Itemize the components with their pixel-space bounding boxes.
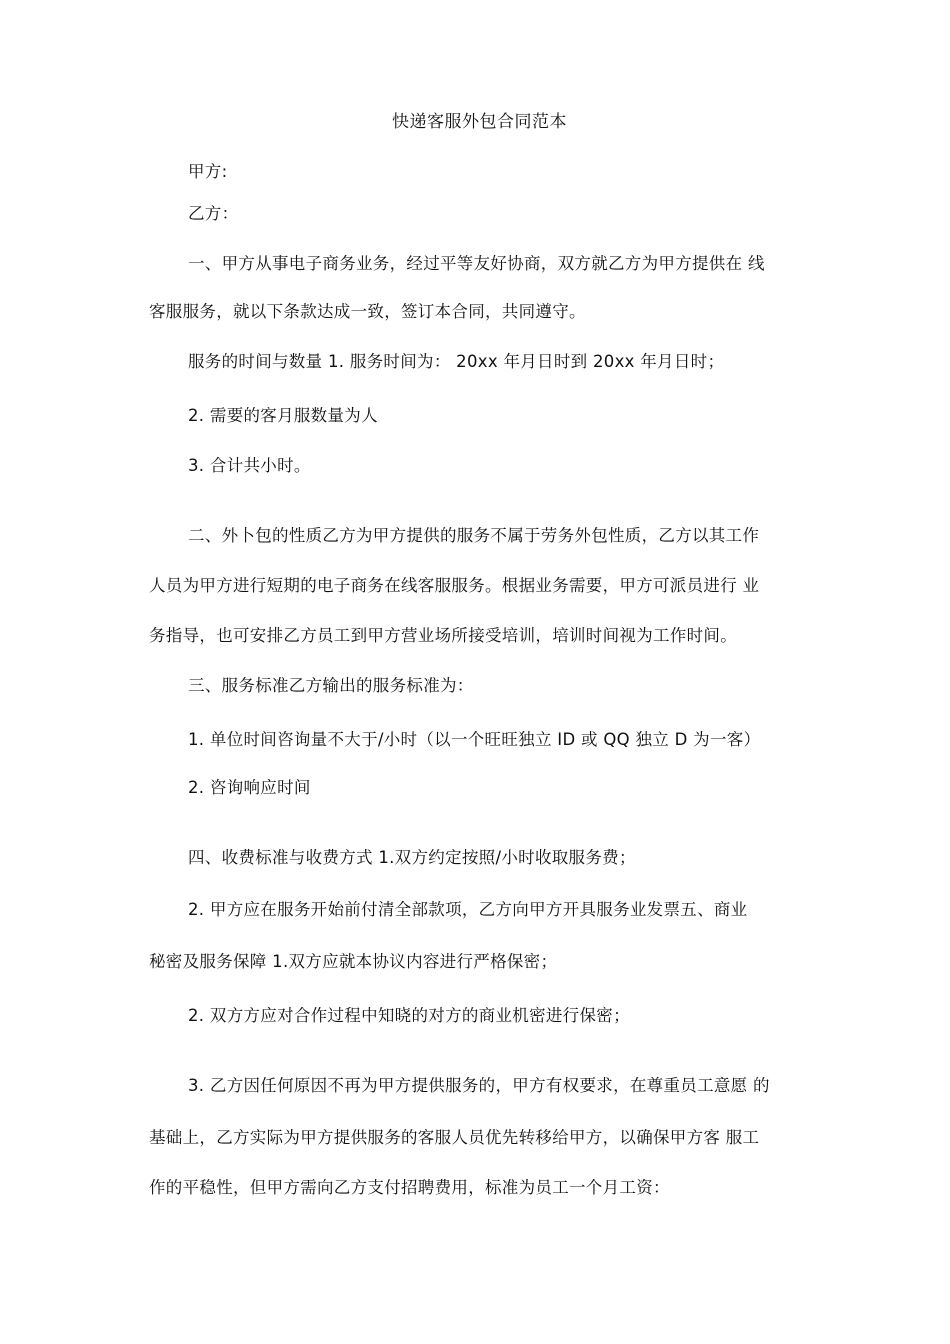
section-2-line-1: 二、外卜包的性质乙方为甲方提供的服务不属于劳务外包性质，乙方以其工作: [188, 526, 760, 545]
section-2-line-3: 务指导，也可安排乙方员工到甲方营业场所接受培训，培训时间视为工作时间。: [149, 626, 737, 645]
section-3-item-1: 1. 单位时间咨询量不大于/小时（以一个旺旺独立 ID 或 QQ 独立 D 为一客）: [188, 730, 761, 749]
section-5-item-3-line-1: 3. 乙方因任何原因不再为甲方提供服务的，甲方有权要求，在尊重员工意愿 的: [188, 1076, 770, 1095]
section-1-item-2: 2. 需要的客月服数量为人: [188, 406, 378, 425]
section-1-item-1: 服务的时间与数量 1. 服务时间为： 20xx 年月日时到 20xx 年月日时；: [188, 352, 725, 371]
party-a-label: 甲方:: [188, 162, 228, 181]
section-5-item-3-line-3: 作的平稳性，但甲方需向乙方支付招聘费用，标准为员工一个月工资：: [149, 1178, 670, 1197]
section-4-item-2-line-2: 秘密及服务保障 1.双方应就本协议内容进行严格保密；: [149, 952, 558, 971]
section-4-item-2-line-1: 2. 甲方应在服务开始前付清全部款项，乙方向甲方开具服务业发票五、商业: [188, 900, 748, 919]
section-5-item-3-line-2: 基础上，乙方实际为甲方提供服务的客服人员优先转移给甲方，以确保甲方客 服工: [149, 1128, 760, 1147]
document-title: 快递客服外包合同范本: [392, 112, 567, 132]
section-1-line-1: 一、甲方从事电子商务业务，经过平等友好协商，双方就乙方为甲方提供在 线: [188, 254, 765, 273]
section-4-line-1: 四、收费标准与收费方式 1.双方约定按照/小时收取服务费；: [188, 848, 636, 867]
section-3-line-1: 三、服务标准乙方输出的服务标准为：: [188, 676, 474, 695]
section-1-item-3: 3. 合计共小时。: [188, 456, 311, 475]
section-3-item-2: 2. 咨询响应时间: [188, 778, 311, 797]
section-1-line-2: 客服服务，就以下条款达成一致，签订本合同，共同遵守。: [149, 302, 586, 321]
section-2-line-2: 人员为甲方进行短期的电子商务在线客服服务。根据业务需要，甲方可派员进行 业: [149, 576, 760, 595]
party-b-label: 乙方：: [188, 204, 239, 223]
section-5-item-2: 2. 双方方应对合作过程中知晓的对方的商业机密进行保密；: [188, 1006, 630, 1025]
